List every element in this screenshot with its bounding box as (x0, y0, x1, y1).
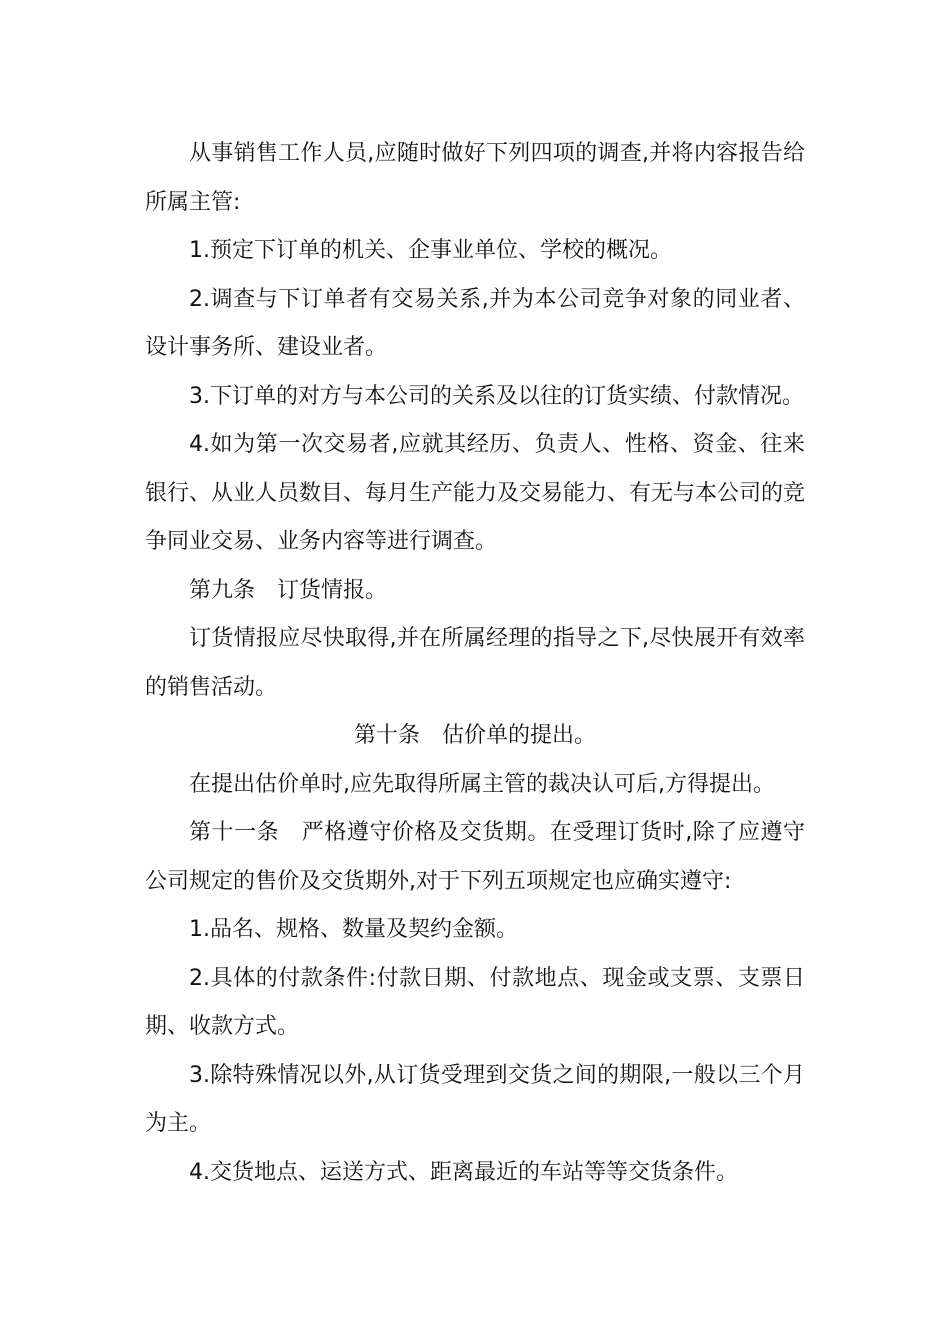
article-11-heading: 第十一条 严格遵守价格及交货期。在受理订货时,除了应遵守公司规定的售价及交货期外,对于下列五项规定也应确实遵守: (145, 820, 805, 894)
article-9-heading: 第九条 订货情报。 (189, 577, 388, 603)
paragraph-item-3: 3.下订单的对方与本公司的关系及以往的订货实绩、付款情况。 (189, 383, 804, 409)
paragraph-rule-3: 3.除特殊情况以外,从订货受理到交货之间的期限,一般以三个月为主。 (145, 1062, 805, 1136)
paragraph-item-2: 2.调查与下订单者有交易关系,并为本公司竞争对象的同业者、设计事务所、建设业者。 (145, 286, 805, 360)
article-10-heading: 第十条 估价单的提出。 (353, 723, 596, 748)
paragraph-item-4: 4.如为第一次交易者,应就其经历、负责人、性格、资金、往来银行、从业人员数目、每月生产能力及交易能力、有无与本公司的竞争同业交易、业务内容等进行调查。 (145, 432, 806, 554)
paragraph-item-1: 1.预定下订单的机关、企事业单位、学校的概况。 (189, 238, 672, 263)
paragraph-rule-4: 4.交货地点、运送方式、距离最近的车站等等交货条件。 (189, 1159, 738, 1185)
paragraph-quote-submission: 在提出估价单时,应先取得所属主管的裁决认可后,方得提出。 (189, 771, 775, 797)
paragraph-survey-intro: 从事销售工作人员,应随时做好下列四项的调查,并将内容报告给所属主管: (145, 141, 805, 215)
paragraph-rule-1: 1.品名、规格、数量及契约金额。 (189, 917, 518, 942)
paragraph-order-info: 订货情报应尽快取得,并在所属经理的指导之下,尽快展开有效率的销售活动。 (145, 626, 805, 700)
paragraph-rule-2: 2.具体的付款条件:付款日期、付款地点、现金或支票、支票日期、收款方式。 (145, 965, 805, 1039)
document-body (145, 130, 805, 1197)
